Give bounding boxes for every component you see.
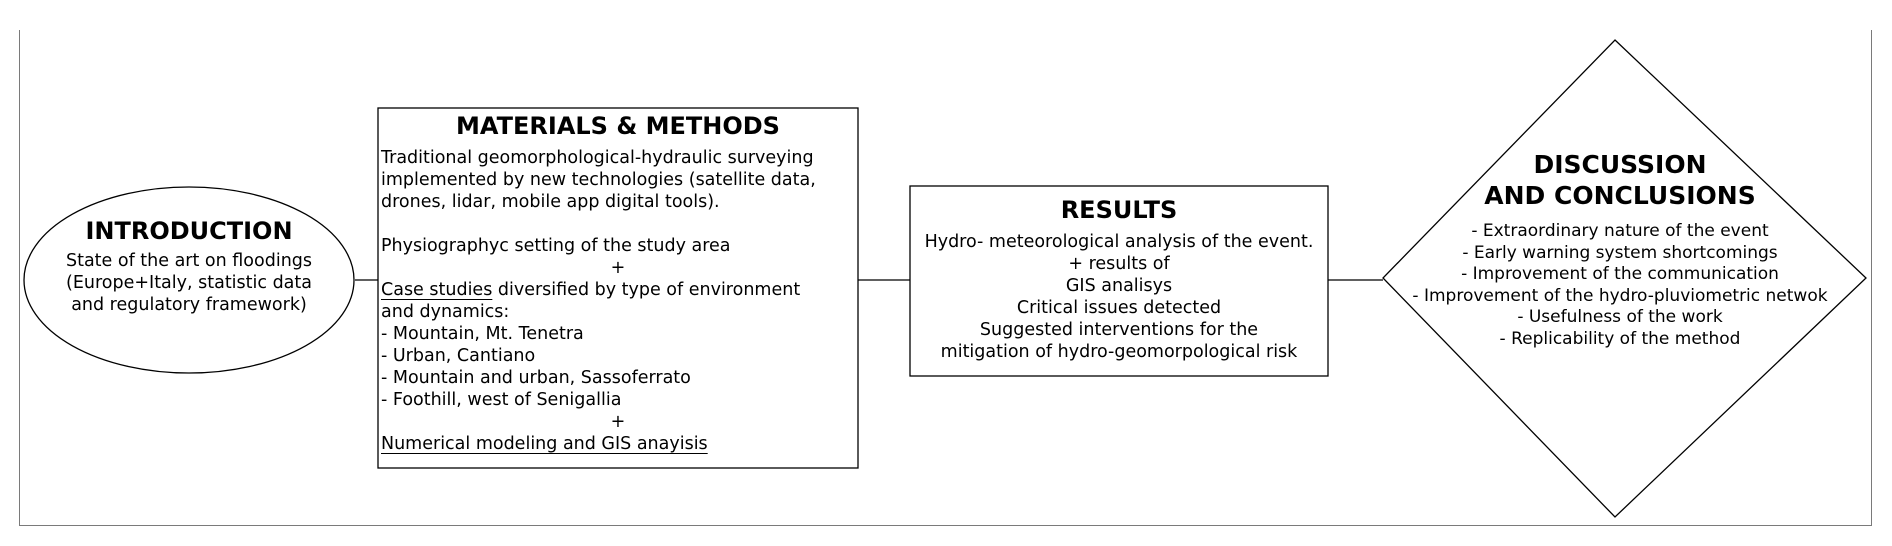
discussion-block: [1395, 149, 1845, 350]
results-line: mitigation of hydro-geomorpological risk: [940, 342, 1298, 362]
methods-text-line: Traditional geomorphological-hydraulic surveying: [381, 148, 814, 168]
discussion-item: - Usefulness of the work: [1517, 307, 1723, 327]
modeling-link: Numerical modeling and GIS anayisis: [381, 434, 708, 454]
discussion-item: - Improvement of the communication: [1461, 264, 1779, 284]
discussion-item: - Replicability of the method: [1499, 328, 1741, 349]
results-line: + results of: [1068, 254, 1170, 274]
methods-title: MATERIALS & METHODS: [456, 112, 780, 140]
methods-case-studies-line: [381, 279, 855, 301]
case-item: - Foothill, west of Senigallia: [381, 390, 622, 410]
results-line: GIS analisys: [1065, 276, 1173, 296]
case-item: - Urban, Cantiano: [381, 346, 536, 366]
results-line: Critical issues detected: [1016, 298, 1222, 318]
case-item: - Mountain, Mt. Tenetra: [381, 324, 584, 344]
methods-text-line: implemented by new technologies (satellite data,: [381, 170, 816, 190]
introduction-line: and regulatory framework): [71, 295, 307, 315]
discussion-title-line1: DISCUSSION: [1533, 150, 1707, 179]
methods-plus: +: [610, 258, 626, 278]
methods-setting: Physiographyc setting of the study area: [381, 236, 731, 256]
results-line: Suggested interventions for the: [979, 320, 1259, 340]
discussion-item: - Early warning system shortcomings: [1462, 242, 1778, 263]
introduction-line: State of the art on floodings: [65, 251, 313, 271]
methods-case-studies-cont: and dynamics:: [381, 302, 510, 322]
methods-block: [381, 111, 855, 455]
case-item: - Mountain and urban, Sassoferrato: [381, 368, 691, 388]
introduction-block: [39, 216, 339, 316]
introduction-line: (Europe+Italy, statistic data: [66, 273, 312, 293]
discussion-item: - Extraordinary nature of the event: [1471, 221, 1769, 241]
methods-modeling: [381, 433, 855, 455]
case-studies-link: Case studies: [381, 280, 493, 300]
results-block: [910, 195, 1328, 363]
discussion-title-line2: AND CONCLUSIONS: [1484, 181, 1756, 210]
methods-plus: +: [610, 412, 626, 432]
introduction-title: INTRODUCTION: [85, 217, 293, 245]
discussion-item: - Improvement of the hydro-pluviometric netwok: [1412, 285, 1828, 306]
results-line: Hydro- meteorological analysis of the event.: [924, 232, 1314, 252]
case-studies-rest: diversified by type of environment: [492, 280, 801, 300]
results-title: RESULTS: [1060, 196, 1178, 224]
methods-text-line: drones, lidar, mobile app digital tools).: [381, 192, 720, 212]
